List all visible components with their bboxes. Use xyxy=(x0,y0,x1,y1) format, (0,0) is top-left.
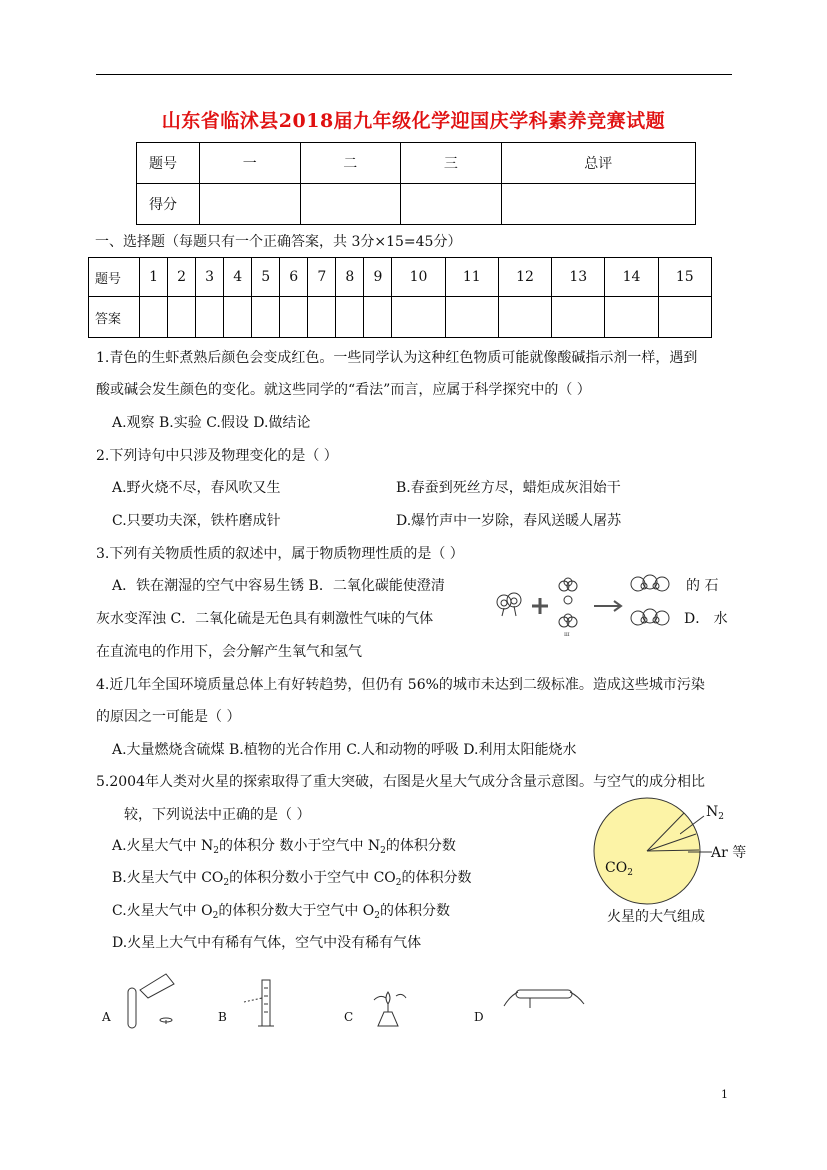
pie-label-n2: $N_2$ xyxy=(706,804,724,822)
page-number: 1 xyxy=(721,1088,728,1101)
q4-stem-line2: 的原因之一可能是（ ） xyxy=(96,709,241,725)
pie-label-ar: Ar 等 xyxy=(711,845,747,861)
q2-stem: 2.下列诗句中只涉及物理变化的是（ ） xyxy=(96,448,338,464)
answer-cell[interactable] xyxy=(336,297,364,338)
q5-stem-line2: 较，下列说法中正确的是（ ） xyxy=(124,807,311,823)
figure-label-c: C xyxy=(344,1010,354,1024)
answer-number-15: 15 xyxy=(658,258,711,297)
answer-table xyxy=(88,257,712,338)
figure-label-b: B xyxy=(218,1010,227,1024)
score-table xyxy=(136,142,696,225)
score-cell[interactable] xyxy=(501,184,695,225)
q5-stem-line1: 5.2004年人类对火星的探索取得了重大突破，右图是火星大气成分含量示意图。与空气的成分相比 xyxy=(96,774,705,790)
score-col-2: 二 xyxy=(300,143,401,184)
test-tube-heating-figure xyxy=(500,978,590,1014)
answer-number-12: 12 xyxy=(498,258,551,297)
answer-number-2: 2 xyxy=(168,258,196,297)
answer-cell[interactable] xyxy=(605,297,658,338)
answer-cell[interactable] xyxy=(168,297,196,338)
answer-cell[interactable] xyxy=(498,297,551,338)
answer-number-9: 9 xyxy=(364,258,392,297)
figure-label-a: A xyxy=(102,1010,111,1024)
score-cell[interactable] xyxy=(200,184,301,225)
score-cell[interactable] xyxy=(300,184,401,225)
score-col-total: 总评 xyxy=(501,143,695,184)
q1-stem-line2: 酸或碱会发生颜色的变化。就这些同学的“看法”而言，应属于科学探究中的（ ） xyxy=(96,382,591,398)
q3-stem: 3.下列有关物质性质的叙述中，属于物质物理性质的是（ ） xyxy=(96,546,464,562)
page-title: 山东省临沭县2018届九年级化学迎国庆学科素养竞赛试题 xyxy=(161,110,666,132)
answer-number-13: 13 xyxy=(552,258,605,297)
q2-option-b: B.春蚕到死丝方尽，蜡炬成灰泪始干 xyxy=(396,480,621,496)
answer-header-label: 题号 xyxy=(89,258,140,297)
answer-cell[interactable] xyxy=(364,297,392,338)
answer-number-1: 1 xyxy=(140,258,168,297)
score-col-3: 三 xyxy=(401,143,502,184)
q5-option-a: A.火星大气中 $N_2$的体积分 数小于空气中 $N_2$的体积分数 xyxy=(112,838,456,856)
pie-label-co2: $CO_2$ xyxy=(605,860,633,878)
q5-option-d: D.火星上大气中有稀有气体，空气中没有稀有气体 xyxy=(112,935,422,951)
answer-number-3: 3 xyxy=(196,258,224,297)
score-col-1: 一 xyxy=(200,143,301,184)
answer-cell[interactable] xyxy=(552,297,605,338)
header-rule xyxy=(96,74,732,75)
answer-number-11: 11 xyxy=(445,258,498,297)
figure-label-d: D xyxy=(474,1010,484,1024)
q4-stem-line1: 4.近几年全国环境质量总体上有好转趋势，但仍有 56%的城市未达到二级标准。造成这些城市污染 xyxy=(96,677,705,693)
q5-option-b: B.火星大气中 $CO_2$的体积分数小于空气中 $CO_2$的体积分数 xyxy=(112,870,472,888)
section1-heading: 一、选择题（每题只有一个正确答案，共 3分×15=45分） xyxy=(95,234,462,250)
answer-cell[interactable] xyxy=(658,297,711,338)
score-cell[interactable] xyxy=(401,184,502,225)
answer-number-5: 5 xyxy=(252,258,280,297)
answer-number-10: 10 xyxy=(392,258,445,297)
answer-cell[interactable] xyxy=(280,297,308,338)
q5-option-c: C.火星大气中 $O_2$的体积分数大于空气中 $O_2$的体积分数 xyxy=(112,903,450,921)
answer-cell[interactable] xyxy=(392,297,445,338)
pouring-liquid-figure xyxy=(118,968,178,1030)
answer-number-8: 8 xyxy=(336,258,364,297)
answer-number-6: 6 xyxy=(280,258,308,297)
pie-caption: 火星的大气组成 xyxy=(607,909,705,925)
answer-number-7: 7 xyxy=(308,258,336,297)
score-row-label: 得分 xyxy=(137,184,200,225)
q3-line3: 在直流电的作用下，会分解产生氧气和氢气 xyxy=(96,644,362,660)
answer-number-14: 14 xyxy=(605,258,658,297)
answer-number-4: 4 xyxy=(224,258,252,297)
measuring-cylinder-figure xyxy=(240,978,280,1030)
q3-line1: A．铁在潮湿的空气中容易生锈 B．二氧化碳能使澄清 xyxy=(112,578,445,594)
q3-line2-end: D． 水 xyxy=(684,611,728,627)
score-header-label: 题号 xyxy=(137,143,200,184)
q2-option-a: A.野火烧不尽，春风吹又生 xyxy=(112,480,281,496)
answer-cell[interactable] xyxy=(196,297,224,338)
q1-stem-line1: 1.青色的生虾煮熟后颜色会变成红色。一些同学认为这种红色物质可能就像酸碱指示剂一样，遇到 xyxy=(96,350,698,366)
q1-options: A.观察 B.实验 C.假设 D.做结论 xyxy=(112,415,311,431)
answer-row-label: 答案 xyxy=(89,297,140,338)
alcohol-lamp-figure xyxy=(366,990,410,1030)
answer-cell[interactable] xyxy=(140,297,168,338)
answer-cell[interactable] xyxy=(445,297,498,338)
molecule-reaction-figure xyxy=(490,572,680,640)
answer-cell[interactable] xyxy=(308,297,336,338)
q3-line1-end: 的 石 xyxy=(686,578,719,594)
q2-option-c: C.只要功夫深，铁杵磨成针 xyxy=(112,513,281,529)
q4-options: A.大量燃烧含硫煤 B.植物的光合作用 C.人和动物的呼吸 D.利用太阳能烧水 xyxy=(112,742,577,758)
svg-text:Ш: Ш xyxy=(564,632,570,638)
q3-line2: 灰水变浑浊 C．二氧化硫是无色具有刺激性气味的气体 xyxy=(96,611,434,627)
answer-cell[interactable] xyxy=(252,297,280,338)
answer-cell[interactable] xyxy=(224,297,252,338)
q2-option-d: D.爆竹声中一岁除，春风送暖人屠苏 xyxy=(396,513,622,529)
